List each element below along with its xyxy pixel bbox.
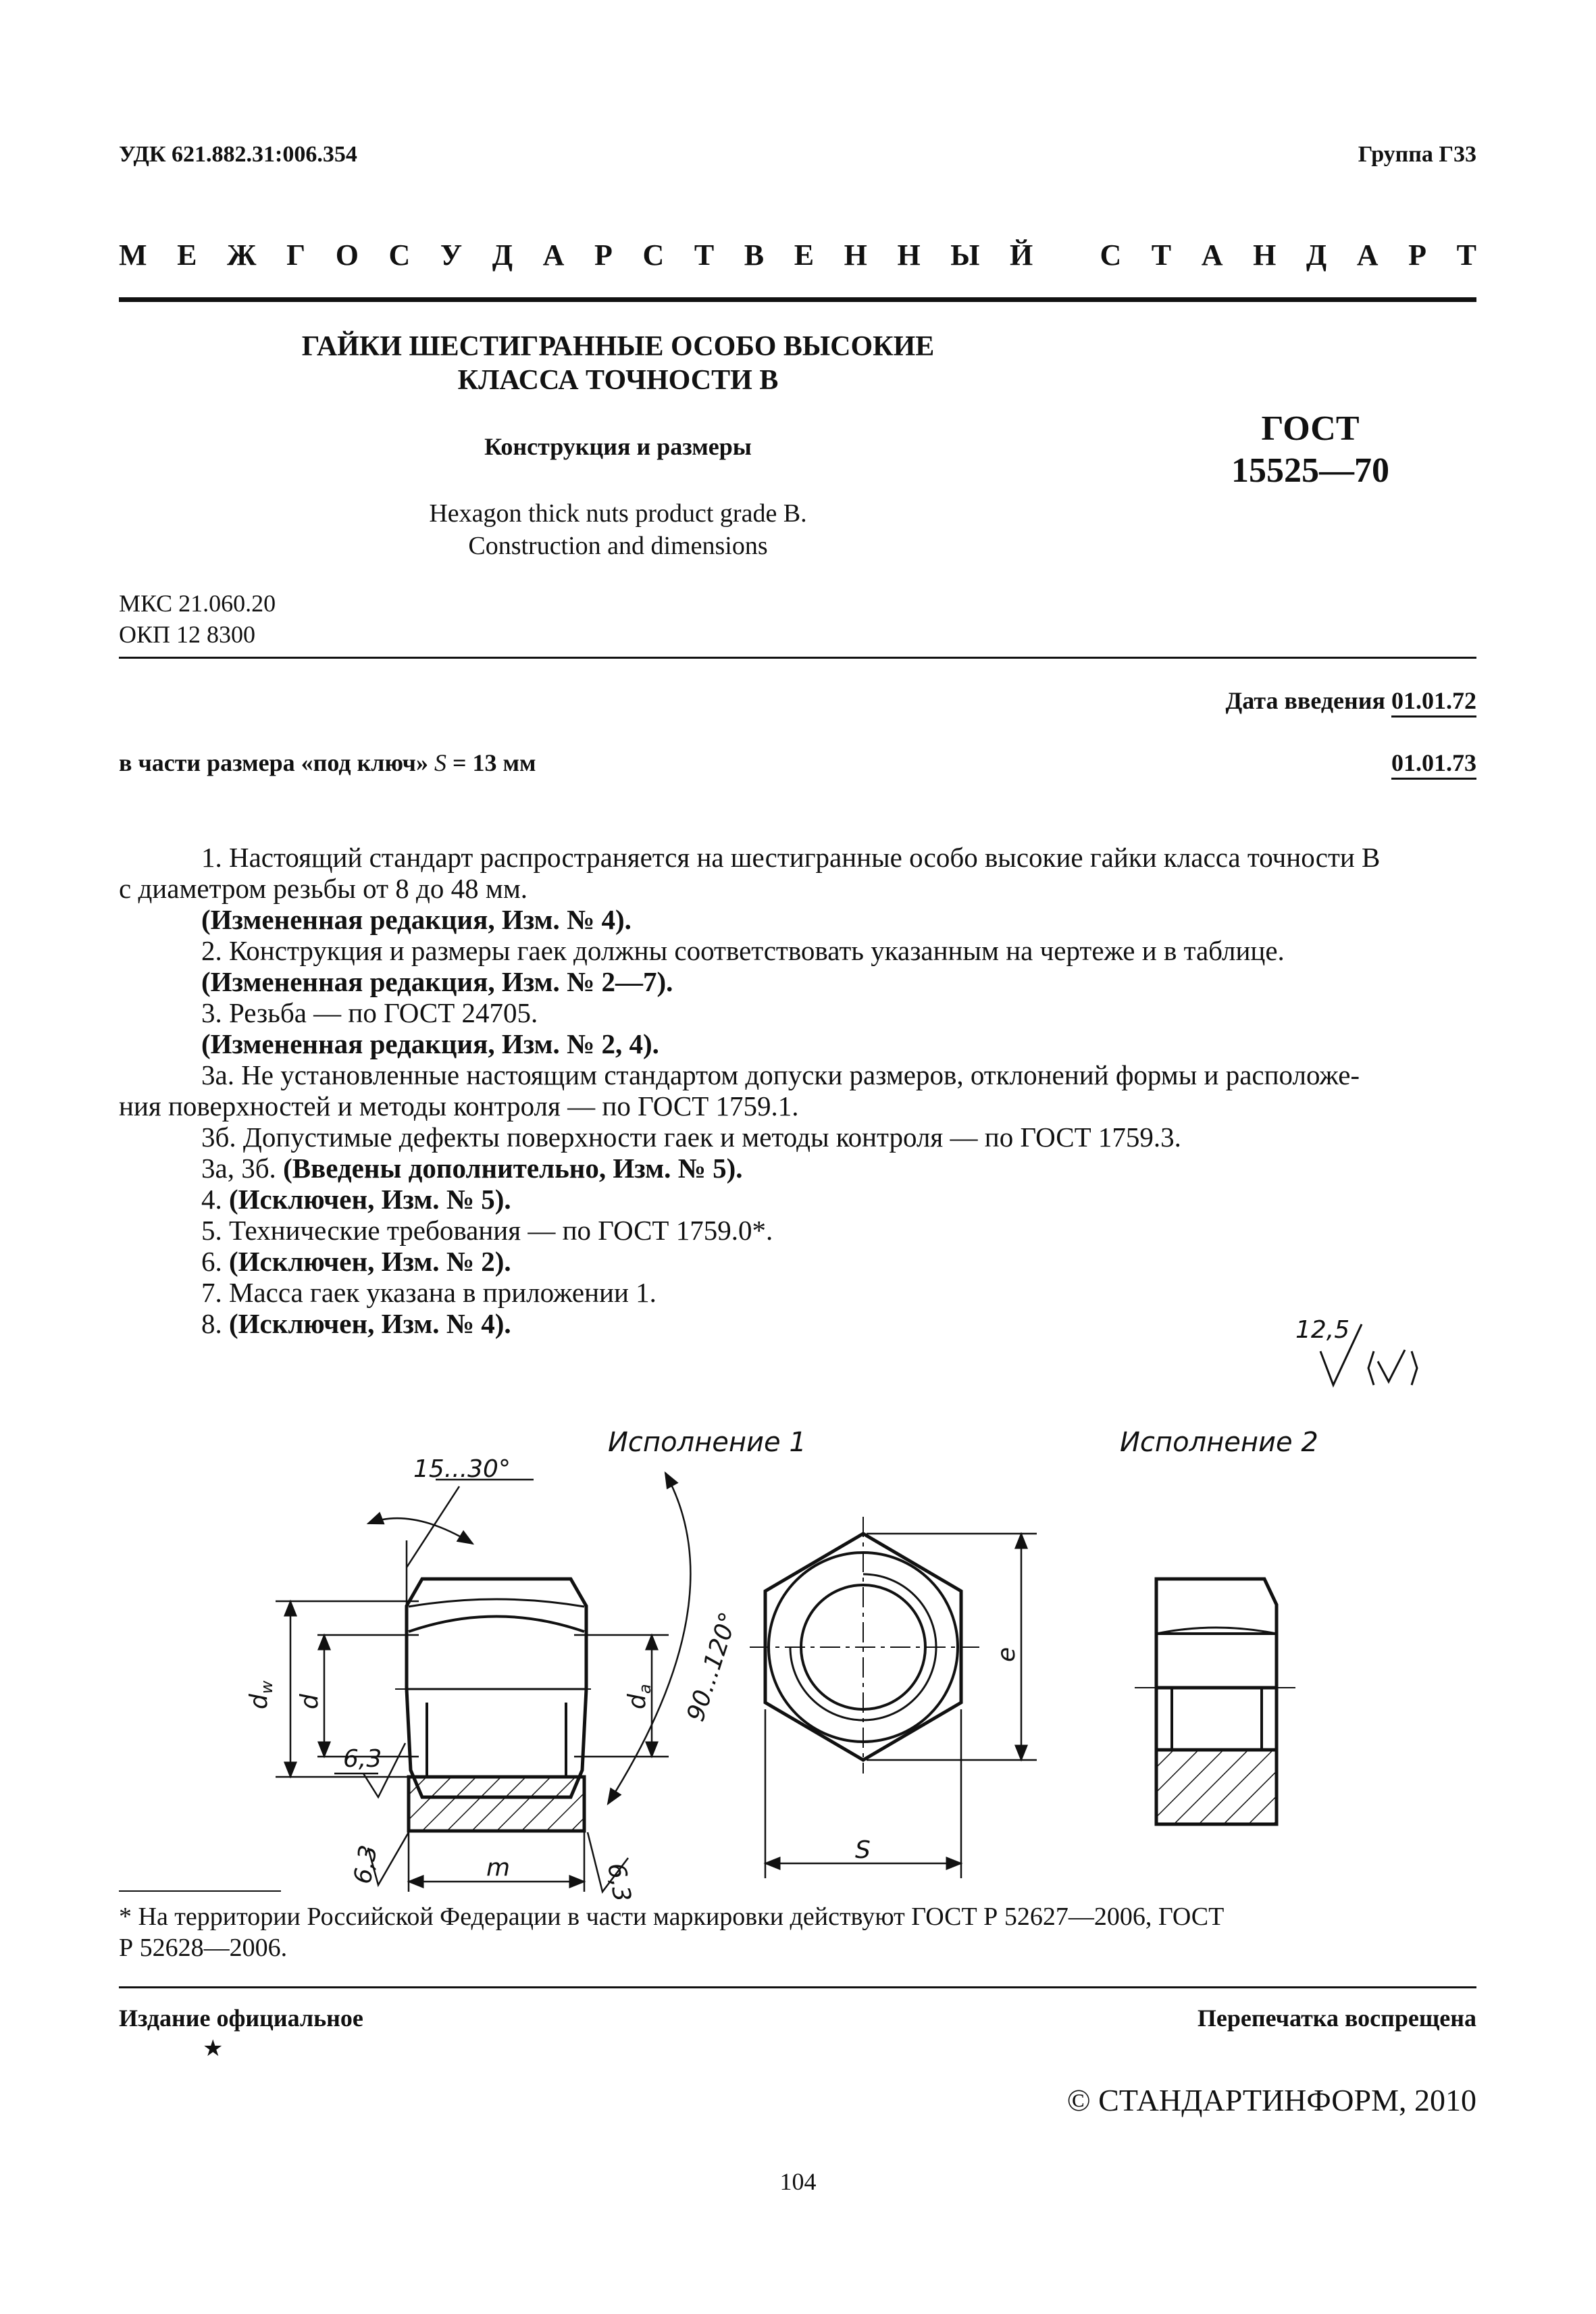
cone-angle-label: 90...120° — [681, 1609, 744, 1725]
para-1c: (Измененная редакция, Изм. № 4). — [201, 904, 632, 935]
group-code: Группа Г33 — [1358, 142, 1476, 167]
banner-letter: Т — [1456, 238, 1476, 272]
banner-letter: С — [388, 238, 411, 272]
para-3ba: 3б. Допустимые дефекты поверхности гаек и методы контроля — по ГОСТ 1759.3. — [201, 1122, 1181, 1153]
para-3aa: 3а. Не установленные настоящим стандартом допуски размеров, отклонений формы и расположе- — [201, 1059, 1360, 1090]
roughness-label-2: 6,3 — [349, 1843, 383, 1886]
variant-2-side-view — [1135, 1579, 1300, 1824]
s-label: S — [855, 1836, 871, 1864]
standard-banner — [119, 238, 1476, 272]
banner-letter: Р — [1408, 238, 1427, 272]
e-label: e — [993, 1646, 1021, 1662]
roughness-label-1: 6,3 — [343, 1745, 382, 1773]
variant-1-top-view — [750, 1517, 979, 1774]
banner-letter: В — [744, 238, 765, 272]
part-date-label — [119, 749, 536, 777]
para-5: 5. Технические требования — по ГОСТ 1759.0*. — [201, 1215, 773, 1246]
banner-letter: Н — [897, 238, 921, 272]
part-value: = 13 мм — [452, 749, 536, 776]
banner-letter: А — [1356, 238, 1379, 272]
para-3ab: ния поверхностей и методы контроля — по ГОСТ 1759.1. — [119, 1090, 799, 1122]
gost-number: 15525—70 — [1231, 451, 1389, 490]
para-1a: 1. Настоящий стандарт распространяется на шестигранные особо высокие гайки класса точности В — [201, 842, 1381, 873]
chamfer-angle-label: 15...30° — [413, 1455, 511, 1483]
mks-code: МКС 21.060.20 — [119, 590, 276, 617]
da-letter: d — [623, 1694, 651, 1709]
copyright: © СТАНДАРТИНФОРМ, 2010 — [1066, 2083, 1476, 2117]
banner-letter: Е — [794, 238, 815, 272]
footnote-line-1: * На территории Российской Федерации в части маркировки действуют ГОСТ Р 52627—2006, ГОСТ — [119, 1903, 1225, 1931]
para-3b: (Измененная редакция, Изм. № 2, 4). — [201, 1028, 659, 1059]
nut-drawing — [0, 1284, 1596, 1919]
roughness-symbol — [1295, 1316, 1417, 1385]
para-1b: с диаметром резьбы от 8 до 48 мм. — [119, 873, 528, 904]
banner-letter: О — [335, 238, 359, 272]
footer-rule — [119, 1986, 1476, 1988]
subtitle: Конструкция и размеры — [484, 433, 752, 460]
banner-letter: М — [119, 238, 147, 272]
banner-letter: Ы — [950, 238, 980, 272]
gost-designation — [1175, 408, 1445, 492]
footnote-rule — [119, 1890, 281, 1892]
reprint-notice: Перепечатка воспрещена — [1197, 2005, 1476, 2032]
banner-letter: Н — [1253, 238, 1277, 272]
variant-1-label: Исполнение 1 — [608, 1427, 806, 1458]
part-label-text: в части размера «под ключ» — [119, 749, 428, 776]
classification-codes — [119, 588, 276, 650]
codes-rule — [119, 657, 1476, 659]
banner-letter: Т — [1151, 238, 1172, 272]
okp-code: ОКП 12 8300 — [119, 621, 256, 648]
banner-letter: У — [440, 238, 463, 272]
dw-label — [245, 1680, 276, 1709]
banner-gap — [1063, 238, 1070, 272]
para-6 — [119, 1246, 1476, 1277]
banner-letter: Е — [177, 238, 197, 272]
variant-2-label: Исполнение 2 — [1120, 1427, 1318, 1458]
roughness-label-3: 6,3 — [602, 1861, 636, 1904]
intro-date-row — [1226, 686, 1477, 715]
footnote-line-2: Р 52628—2006. — [119, 1934, 288, 1962]
banner-letter: Г — [286, 238, 306, 272]
roughness-value: 12,5 — [1295, 1316, 1350, 1344]
banner-letter: Т — [694, 238, 715, 272]
top-rule — [119, 297, 1476, 302]
banner-letter: А — [1201, 238, 1223, 272]
para-6-note: (Исключен, Изм. № 2). — [229, 1246, 511, 1277]
banner-letter: Н — [844, 238, 867, 272]
banner-letter: Ж — [227, 238, 257, 272]
para-4-note: (Исключен, Изм. № 5). — [229, 1184, 511, 1215]
english-title-line-2: Construction and dimensions — [468, 532, 768, 560]
m-label: m — [486, 1854, 511, 1882]
title-line-1: ГАЙКИ ШЕСТИГРАННЫЕ ОСОБО ВЫСОКИЕ — [301, 331, 935, 362]
banner-letter: С — [642, 238, 665, 272]
part-var: S — [434, 749, 446, 776]
banner-letter: Р — [594, 238, 613, 272]
part-date-text: 01.01.73 — [1391, 749, 1476, 780]
da-subscript: a — [636, 1684, 654, 1694]
da-label — [623, 1684, 654, 1709]
star-mark: ★ — [203, 2036, 224, 2061]
title-line-2: КЛАССА ТОЧНОСТИ В — [457, 365, 779, 396]
udk-code: УДК 621.882.31:006.354 — [119, 142, 357, 167]
variant-1-side-view — [395, 1579, 594, 1831]
para-2b: (Измененная редакция, Изм. № 2—7). — [201, 966, 673, 997]
intro-date-value: 01.01.72 — [1391, 687, 1476, 718]
english-title-line-1: Hexagon thick nuts product grade B. — [429, 499, 807, 528]
footnote — [119, 1901, 1476, 1963]
page-number: 104 — [779, 2168, 817, 2195]
edition-label: Издание официальное — [119, 2005, 363, 2032]
para-8-note: (Исключен, Изм. № 4). — [229, 1308, 511, 1339]
para-6-num: 6. — [201, 1246, 222, 1277]
banner-letter: С — [1100, 238, 1122, 272]
para-3c — [119, 1153, 1476, 1184]
gost-label: ГОСТ — [1261, 409, 1360, 448]
para-3a: 3. Резьба — по ГОСТ 24705. — [201, 997, 538, 1028]
para-3c-note: (Введены дополнительно, Изм. № 5). — [283, 1153, 743, 1184]
english-title — [270, 497, 966, 562]
para-4 — [119, 1184, 1476, 1215]
body-text — [119, 842, 1476, 1339]
dw-letter: d — [245, 1694, 273, 1709]
banner-letter: Й — [1010, 238, 1033, 272]
part-date-value — [1391, 749, 1476, 777]
dw-subscript: w — [257, 1680, 276, 1694]
para-7: 7. Масса гаек указана в приложении 1. — [201, 1277, 657, 1308]
title-block — [270, 330, 966, 397]
intro-date-label: Дата введения — [1225, 687, 1385, 714]
banner-letter: А — [542, 238, 565, 272]
para-8-num: 8. — [201, 1308, 222, 1339]
para-4-num: 4. — [201, 1184, 222, 1215]
para-2a: 2. Конструкция и размеры гаек должны соответствовать указанным на чертеже и в таблице. — [201, 935, 1285, 966]
d-label: d — [296, 1694, 324, 1709]
banner-letter: Д — [1306, 238, 1327, 272]
banner-letter: Д — [492, 238, 513, 272]
para-3c-num: 3а, 3б. — [201, 1153, 276, 1184]
